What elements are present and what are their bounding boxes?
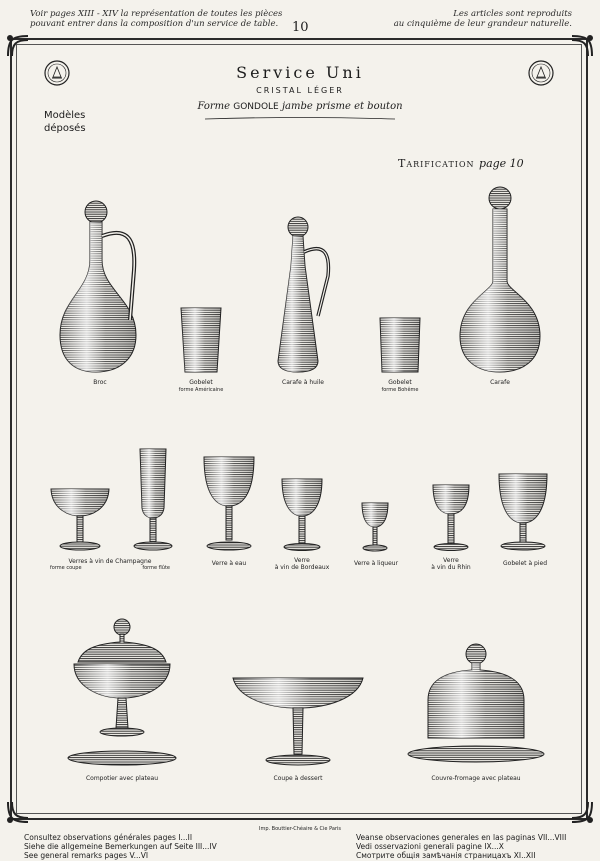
imprint: Imp. Bouttier-Chéaire & Cie Paris xyxy=(258,826,342,832)
verre-bordeaux-illustration xyxy=(281,478,323,552)
label-verre-bordeaux: Verre à vin de Bordeaux xyxy=(274,557,330,571)
coupe-champagne-illustration xyxy=(50,488,110,552)
label-compotier: Compotier avec plateau xyxy=(85,775,159,782)
coupe-dessert-illustration xyxy=(232,676,364,768)
label-verre-liqueur: Verre à liqueur xyxy=(353,560,399,567)
forme-name: GONDOLE xyxy=(233,102,279,112)
label-verre-rhin: Verre à vin du Rhin xyxy=(431,557,471,571)
carafe-illustration xyxy=(458,186,542,374)
corner-ornament-icon xyxy=(568,32,596,60)
tarification-label: Tarification page 10 xyxy=(398,157,524,170)
flute-champagne-illustration xyxy=(133,448,173,552)
couvre-fromage-illustration xyxy=(406,642,546,770)
broc-illustration xyxy=(58,200,140,375)
label-champagne: Verres à vin de Champagne forme coupe forme flûte xyxy=(50,558,170,571)
header-note-left: Voir pages XIII - XIV la représentation de toutes les pièces pouvant entrer dans la composition d'un service de table. xyxy=(30,9,283,29)
verre-rhin-illustration xyxy=(432,484,470,552)
corner-ornament-icon xyxy=(4,32,32,60)
page-title: Service Uni xyxy=(236,63,364,82)
label-broc: Broc xyxy=(93,379,107,386)
label-gobelet-pied: Gobelet à pied xyxy=(503,560,547,567)
label-gobelet-boheme: Gobelet forme Bohême xyxy=(381,379,419,393)
verre-eau-illustration xyxy=(203,456,255,552)
footer-right: Veanse observaciones generales en las paginas VII...VIII Vedi osservazioni generali pagine IX...X Смотрите общія замѣчанія страницахъ XI..XII xyxy=(356,833,567,860)
label-couvre-fromage: Couvre-fromage avec plateau xyxy=(431,775,521,782)
footer-left: Consultez observations générales pages I...II Siehe die allgemeine Bemerkungen auf Seite III...IV See general remarks pages V...VI xyxy=(24,833,217,860)
compotier-illustration xyxy=(66,618,178,768)
label-gobelet-americaine: Gobelet forme Américaine xyxy=(178,379,224,393)
label-verre-eau: Verre à eau xyxy=(211,560,247,567)
gobelet-boheme-illustration xyxy=(379,317,421,373)
underline-flourish xyxy=(205,116,395,122)
forme-line xyxy=(0,101,600,112)
header-note-right: Les articles sont reproduits au cinquième de leur grandeur naturelle. xyxy=(393,9,572,29)
gobelet-pied-illustration xyxy=(498,473,548,552)
forme-prefix: Forme xyxy=(197,101,231,112)
corner-ornament-icon xyxy=(4,798,32,826)
corner-ornament-icon xyxy=(568,798,596,826)
forme-suffix: jambe prisme et bouton xyxy=(281,101,403,112)
page-number: 10 xyxy=(292,20,309,35)
carafe-huile-illustration xyxy=(272,216,332,374)
verre-liqueur-illustration xyxy=(361,502,389,552)
label-carafe-huile: Carafe à huile xyxy=(282,379,324,386)
subtitle: CRISTAL LÉGER xyxy=(256,86,344,95)
modeles-deposes: Modèles déposés xyxy=(44,110,86,134)
gobelet-americaine-illustration xyxy=(180,307,222,373)
label-carafe: Carafe xyxy=(490,379,510,386)
label-coupe-dessert: Coupe à dessert xyxy=(273,775,323,782)
